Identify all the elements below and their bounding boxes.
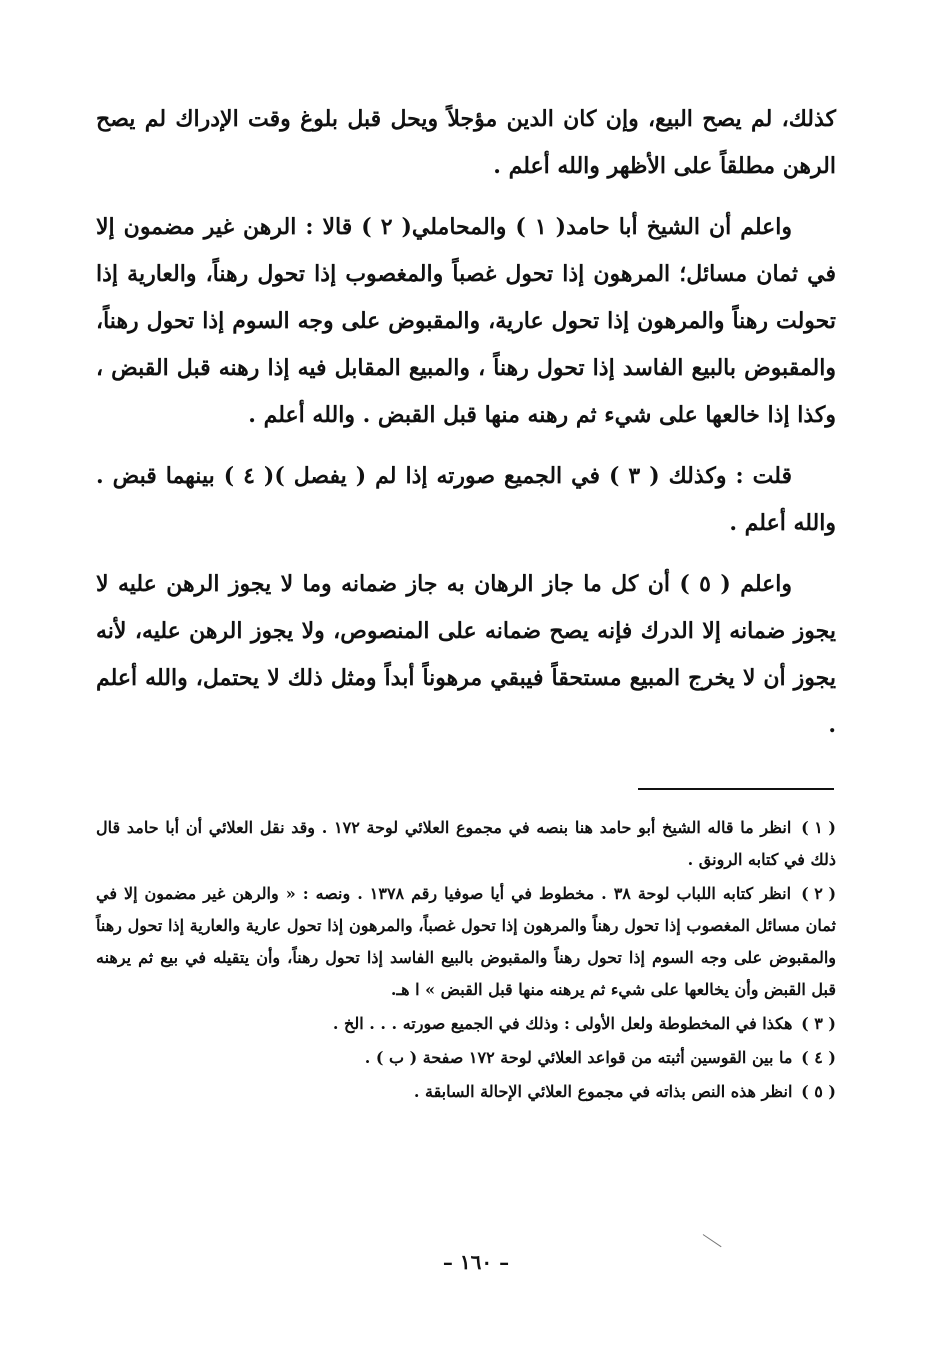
footnote-divider [638, 788, 834, 790]
footnote-text: انظر كتابه اللباب لوحة ٣٨ . مخطوط في أيا صوفيا رقم ١٣٧٨ . ونصه : « والرهن غير مضمون إلا في ثمان مسائل المغصوب إذا تحول رهناً والمرهون إذا تحول غصباً، والمرهون إذا تحول عارية والعارية إذا تحول رهناً والمقبوض على وجه السوم إذا تحول رهناً والمقبوض بالبيع الفاسد إذا تحول رهناً، وأن يتقيله في بيع ثم يرهنه قبل القبض وأن يخالعها على شيء ثم يرهنه منها قبل القبض » ا هـ. [96, 884, 836, 999]
paragraph-2: واعلم أن الشيخ أبا حامد( ١ ) والمحاملي( ٢ ) قالا : الرهن غير مضمون إلا في ثمان مسائل؛ المرهون إذا تحول غصباً والمغصوب إذا تحول رهناً، والعارية إذا تحولت رهناً والمرهون إذا تحول عارية، والمقبوض على وجه السوم إذا تحول رهناً، والمقبوض بالبيع الفاسد إذا تحول رهناً ، والمبيع المقابل فيه إذا رهنه قبل القبض ، وكذا إذا خالعها على شيء ثم رهنه منها قبل القبض . والله أعلم . [96, 214, 836, 428]
footnote-number: ( ٤ ) [801, 1048, 836, 1067]
paragraph-4: واعلم ( ٥ ) أن كل ما جاز الرهان به جاز ضمانه وما لا يجوز الرهن عليه لا يجوز ضمانه إلا الدرك فإنه يصح ضمانه على المنصوص، ولا يجوز الرهن عليه، لأنه يجوز أن لا يخرج المبيع مستحقاً فيبقي مرهوناً أبداً ومثل ذلك لا يحتمل، والله أعلم . [96, 571, 836, 738]
paragraph-3: قلت : وكذلك ( ٣ ) في الجميع صورته إذا لم ( يفصل )( ٤ ) بينهما قبض . والله أعلم . [96, 463, 836, 536]
scan-mark [703, 1234, 722, 1247]
footnote-4 [96, 1042, 836, 1074]
page-number: – ١٦٠ – [442, 1250, 510, 1274]
footnote-text: ما بين القوسين أثبته من قواعد العلائي لوحة ١٧٢ صفحة ( ب ) . [364, 1048, 793, 1067]
footnote-number: ( ٢ ) [801, 884, 837, 903]
footnote-1 [96, 812, 836, 876]
footnote-5 [96, 1076, 836, 1108]
footnote-number: ( ٥ ) [801, 1082, 836, 1101]
paragraph-1: كذلك، لم يصح البيع، وإن كان الدين مؤجلاً ويحل قبل بلوغ وقت الإدراك لم يصح الرهن مطلقاً على الأظهر والله أعلم . [96, 106, 836, 179]
main-text-block [96, 96, 836, 763]
footnote-text: انظر هذه النص بذاته في مجموع العلائي الإحالة السابقة . [413, 1082, 793, 1101]
footnote-2 [96, 878, 836, 1006]
footnote-text: هكذا في المخطوطة ولعل الأولى : وذلك في الجميع صورته . . . الخ . [332, 1014, 793, 1033]
footnote-text: انظر ما قاله الشيخ أبو حامد هنا بنصه في مجموع العلائي لوحة ١٧٢ . وقد نقل العلائي أن أبا حامد قال ذلك في كتابه الرونق . [96, 818, 836, 869]
footnote-3 [96, 1008, 836, 1040]
footnote-number: ( ١ ) [801, 818, 836, 837]
footnote-number: ( ٣ ) [801, 1014, 836, 1033]
footnotes [96, 812, 836, 1110]
